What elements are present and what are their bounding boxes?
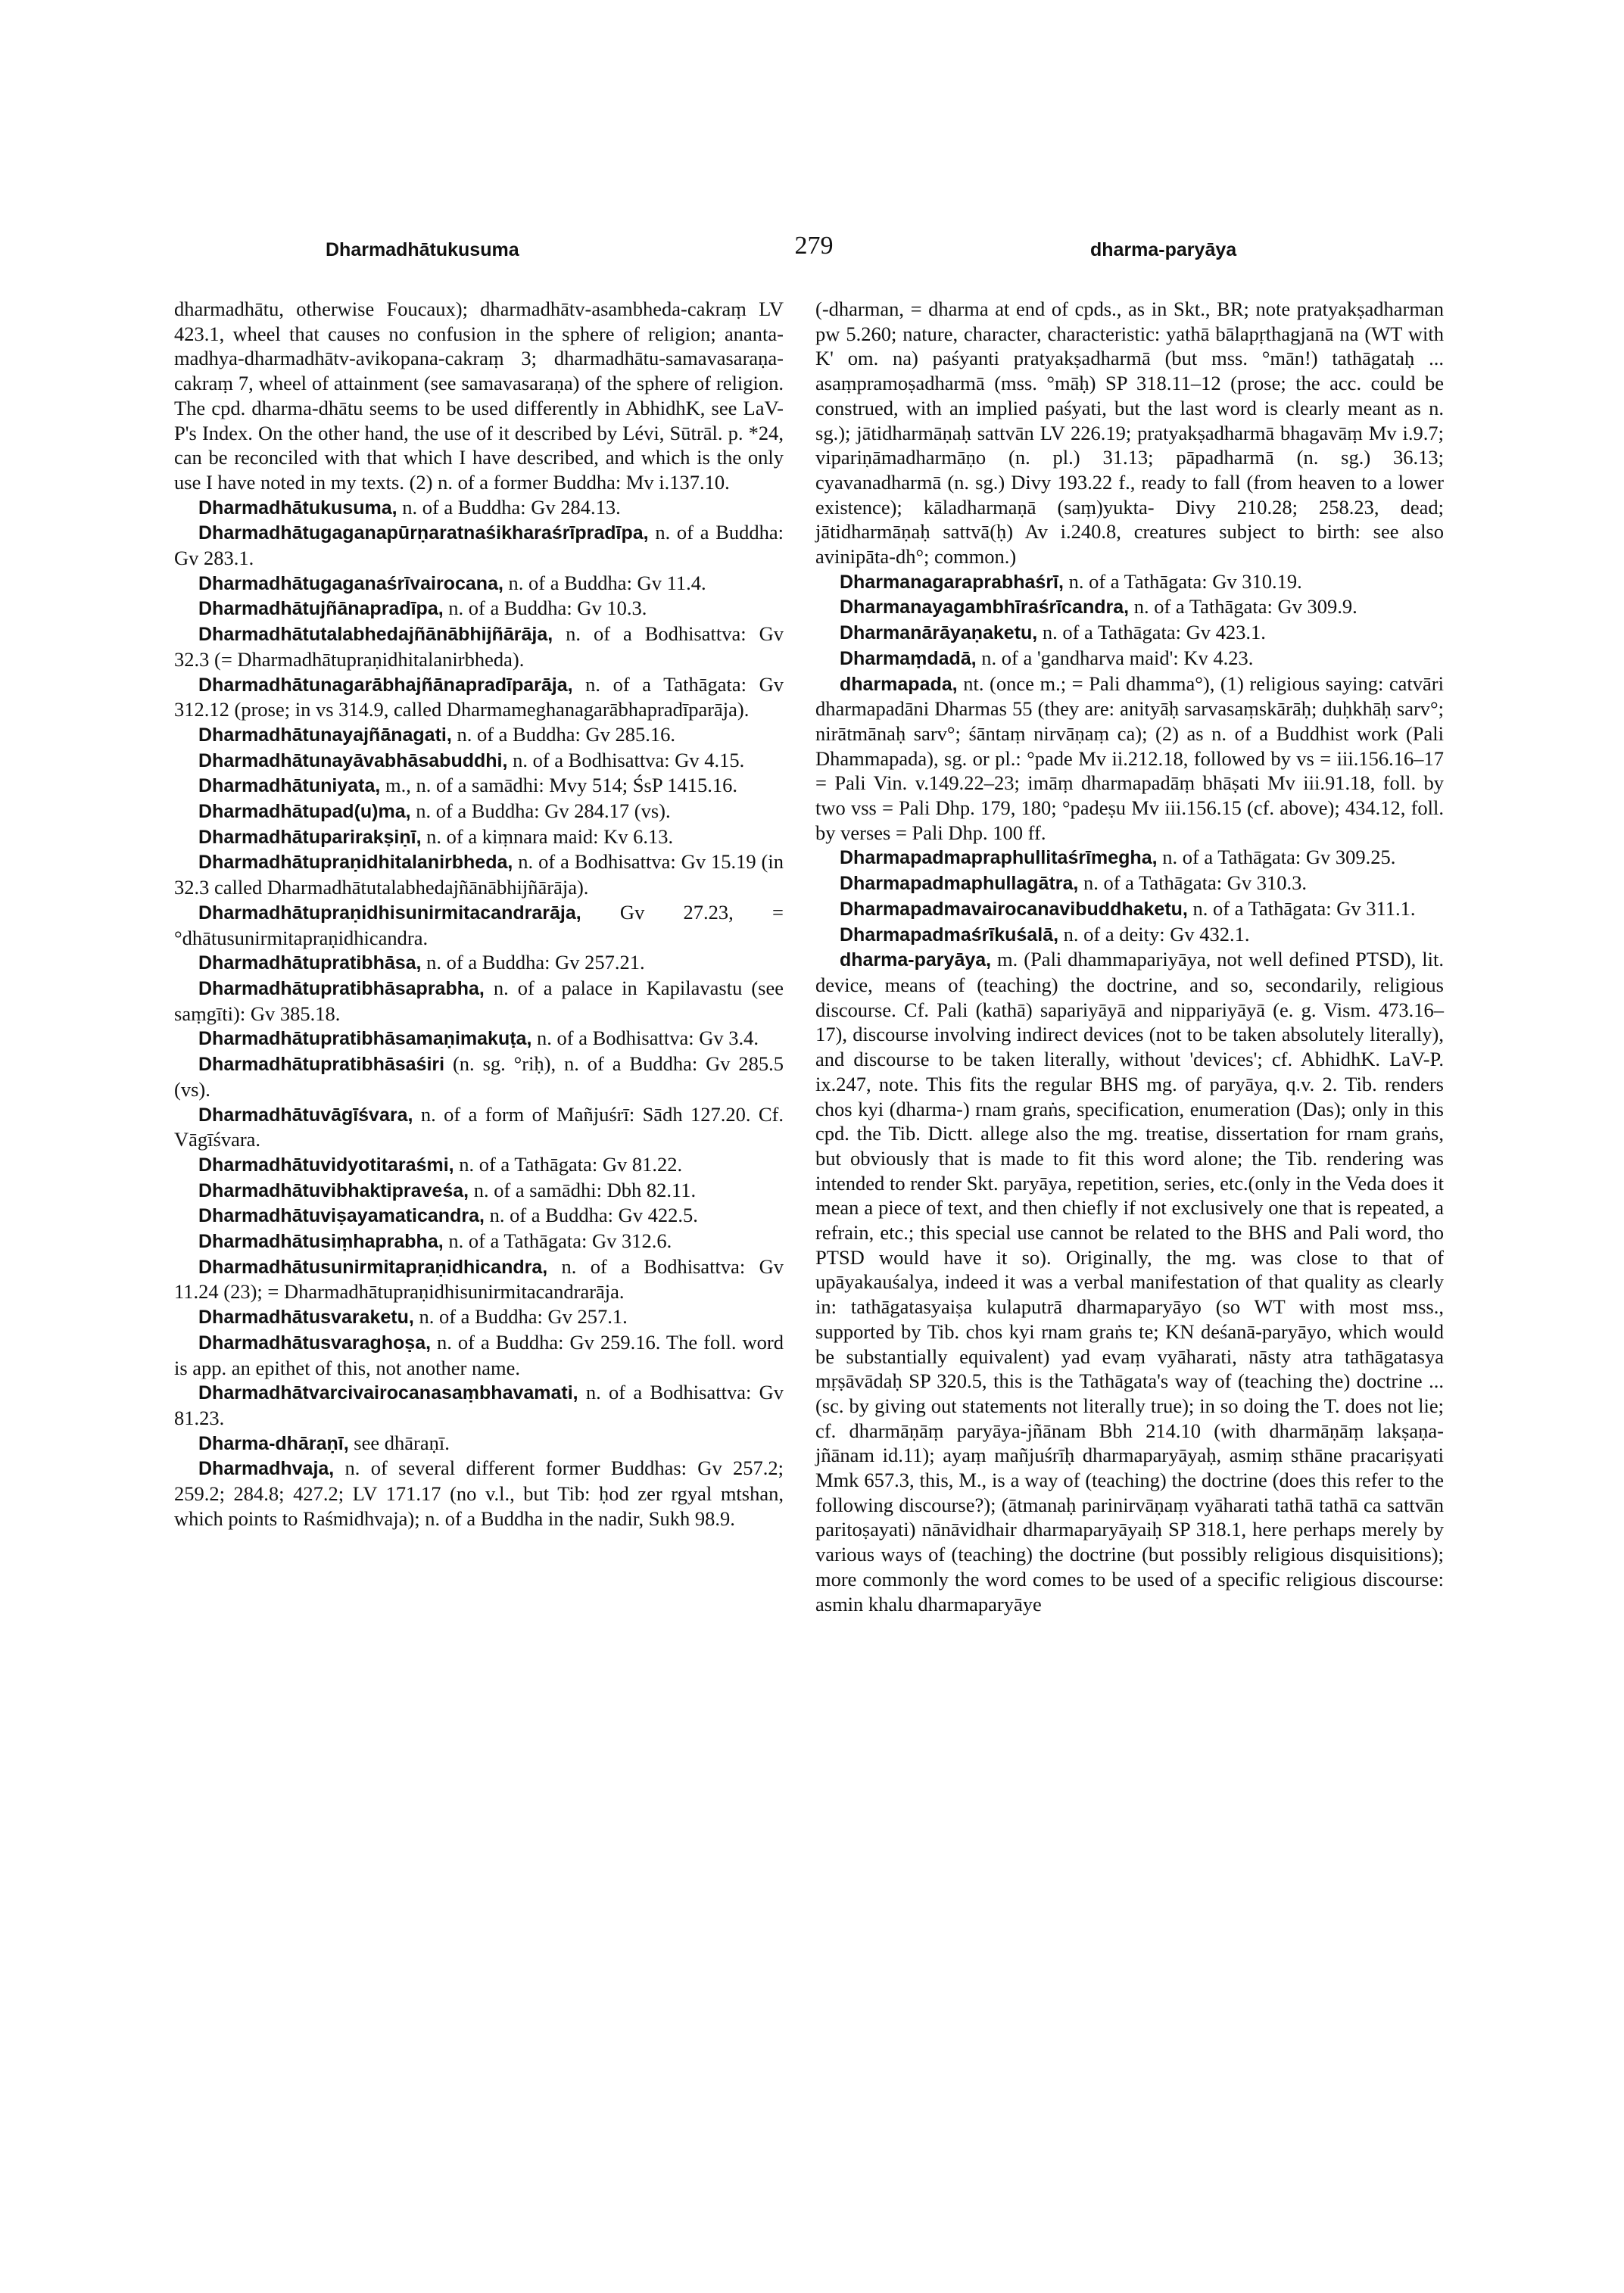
- dictionary-entry: [174, 1330, 784, 1380]
- dictionary-entry: [174, 495, 784, 521]
- entry-headword: Dharmapadmapraphullitaśrīmegha,: [840, 847, 1158, 869]
- dictionary-entry: [174, 1152, 784, 1178]
- dictionary-entry: [174, 297, 784, 495]
- entry-text: n. of a Buddha: Gv 422.5.: [484, 1204, 698, 1227]
- entry-text: n. of a 'gandharva maid': Kv 4.23.: [976, 646, 1254, 669]
- entry-headword: Dharmadhātunagarābhajñānapradīparāja,: [198, 674, 573, 696]
- entry-headword: Dharmaṃdadā,: [840, 647, 977, 669]
- entry-text: n. of a palace in Kapilavastu (see saṃgīti): Gv 385.18.: [174, 976, 784, 1025]
- dictionary-entry: [174, 1026, 784, 1051]
- dictionary-entry: [174, 672, 784, 722]
- entry-text: n. of a Buddha: Gv 259.16. The foll. word is app. an epithet of this, not another name.: [174, 1330, 784, 1379]
- dictionary-entry: [174, 1254, 784, 1304]
- running-header: [0, 232, 1624, 277]
- entry-text: n. of a Tathāgata: Gv 312.6.: [443, 1229, 672, 1253]
- entry-text: n. of a Buddha: Gv 10.3.: [443, 597, 647, 620]
- entry-text: n. of a Tathāgata: Gv 310.3.: [1078, 871, 1307, 895]
- entry-text: n. of a Buddha: Gv 11.4.: [503, 571, 706, 594]
- entry-text: n. of a Buddha: Gv 285.16.: [451, 722, 675, 746]
- entry-text: n. of several different former Buddhas: Gv 257.2; 259.2; 284.8; 427.2; LV 171.17 (no v.l., but Tib: ḥod zer rgyal mtshan, which points to Raśmidhvaja); n. of a Buddha in the nadir, Sukh 98.9.: [174, 1456, 784, 1530]
- entry-headword: dharma-paryāya,: [840, 949, 992, 971]
- entry-text: (n. sg. °riḥ), n. of a Buddha: Gv 285.5 (vs).: [174, 1052, 784, 1101]
- entry-headword: Dharmanagaraprabhaśrī,: [840, 571, 1064, 593]
- entry-headword: Dharmadhātugaganaśrīvairocana,: [198, 572, 503, 594]
- entry-headword: Dharmadhātuviṣayamaticandra,: [198, 1205, 485, 1227]
- dictionary-entry: [815, 620, 1444, 646]
- header-last-entry: dharma-paryāya: [1090, 239, 1237, 260]
- entry-text: n. of a form of Mañjuśrī: Sādh 127.20. Cf. Vāgīśvara.: [174, 1102, 784, 1151]
- entry-text: n. of a Tathāgata: Gv 310.19.: [1063, 569, 1302, 593]
- entry-text: n. of a Bodhisattva: Gv 4.15.: [507, 748, 745, 771]
- entry-text: n. of a Bodhisattva: Gv 11.24 (23); = Dharmadhātupraṇidhisunirmitacandrarāja.: [174, 1254, 784, 1304]
- dictionary-entry: [174, 1380, 784, 1430]
- entry-text: Gv 27.23, = °dhātusunirmitapraṇidhicandra.: [174, 900, 784, 949]
- entry-headword: Dharmadhātupratibhāsaśiri: [198, 1054, 445, 1076]
- dictionary-entry: [815, 671, 1444, 846]
- entry-text: n. of a samādhi: Dbh 82.11.: [469, 1178, 697, 1201]
- dictionary-entry: [174, 622, 784, 671]
- dictionary-entry: [174, 1229, 784, 1254]
- entry-headword: Dharmadhātupad(u)ma,: [198, 801, 411, 823]
- entry-headword: Dharma-dhāraṇī,: [198, 1432, 349, 1454]
- entry-text: n. of a Tathāgata: Gv 309.9.: [1129, 595, 1357, 618]
- entry-headword: Dharmapadmaphullagātra,: [840, 873, 1079, 895]
- dictionary-entry: [815, 922, 1444, 948]
- dictionary-entry: [174, 1203, 784, 1229]
- entry-text: n. of a Tathāgata: Gv 312.12 (prose; in vs 314.9, called Dharmameghanagarābhapradīparāja).: [174, 672, 784, 721]
- entry-text: n. of a Tathāgata: Gv 81.22.: [454, 1152, 683, 1176]
- dictionary-entry: [815, 896, 1444, 922]
- entry-headword: Dharmadhātupraṇidhisunirmitacandrarāja,: [198, 902, 581, 924]
- entry-headword: Dharmadhātupratibhāsaprabha,: [198, 977, 485, 999]
- entry-text: nt. (once m.; = Pali dhamma°), (1) religious saying: catvāri dharmapadāni Dharmas 55 (they are: anityāḥ sarvasaṃskārāḥ; duḥkhāḥ sarv°; nirātmānaḥ sarv°; śāntaṃ nirvāṇaṃ ca); (2) as n. of a Buddhist work (Pali Dhammapada), sg. or pl.: °pade Mv ii.212.18, followed by vs = iii.156.16–17 = Pali Vin. v.149.22–23; imāṃ dharmapadāṃ bhāṣati Mv iii.91.18, foll. by two vss = Pali Dhp. 179, 180; °padeṣu Mv iii.156.15 (cf. above); 434.12, foll. by verses = Pali Dhp. 100 ff.: [815, 671, 1444, 844]
- dictionary-entry: [174, 1456, 784, 1531]
- entry-text: m., n. of a samādhi: Mvy 514; ŚsP 1415.16.: [380, 774, 737, 797]
- entry-headword: Dharmadhātuvibhaktipraveśa,: [198, 1179, 469, 1201]
- entry-text: n. of a kiṃnara maid: Kv 6.13.: [421, 824, 674, 848]
- entry-text: n. of a Bodhisattva: Gv 3.4.: [531, 1027, 759, 1050]
- dictionary-entry: [174, 773, 784, 799]
- header-first-entry: Dharmadhātukusuma: [326, 239, 519, 260]
- entry-headword: Dharmadhātukusuma,: [198, 497, 397, 519]
- entry-headword: Dharmadhātuniyata,: [198, 775, 381, 797]
- entry-text: (-dharman, = dharma at end of cpds., as in Skt., BR; note pratyakṣadharman pw 5.260; nature, character, characteristic: yathā bālapṛthagjanā na (WT with K' om. na) paśyanti pratyakṣadharmā (but mss. °mān!) tathāgataḥ ... asaṃpramoṣadharmā (mss. °māḥ) SP 318.11–12 (prose; the acc. could be construed, with an implied paśyati, but the last word is clearly meant as n. sg.); jātidharmāṇaḥ sattvān LV 226.19; pratyakṣadharmā bhagavāṃ Mv i.9.7; vipariṇāmadharmāṇo (n. pl.) 31.13; pāpadharmā (n. sg.) 36.13; cyavanadharmā (n. sg.) Divy 193.22 f., ready to fall (from heaven to a lower existence); kāladharmaṇā (saṃ)yukta- Divy 210.28; 258.23, dead; jātidharmāṇaḥ sattvā(ḥ) Av i.240.8, creatures subject to birth: see also avinipāta-dh°; common.): [815, 298, 1444, 569]
- dictionary-entry: [174, 722, 784, 748]
- dictionary-entry: [174, 520, 784, 570]
- entry-headword: Dharmadhvaja,: [198, 1458, 335, 1480]
- entry-text: n. of a Buddha: Gv 257.1.: [413, 1305, 628, 1329]
- entry-headword: Dharmadhātunayajñānagati,: [198, 724, 452, 746]
- entry-headword: Dharmadhātunayāvabhāsabuddhi,: [198, 749, 508, 771]
- entry-headword: Dharmadhātuparirakṣiṇī,: [198, 826, 422, 848]
- entry-headword: Dharmadhātvarcivairocanasaṃbhavamati,: [198, 1382, 578, 1404]
- dictionary-entry: [815, 569, 1444, 595]
- entry-text: n. of a Buddha: Gv 284.17 (vs).: [410, 799, 671, 823]
- entry-headword: Dharmadhātusunirmitapraṇidhicandra,: [198, 1256, 548, 1278]
- entry-text: n. of a Buddha: Gv 284.13.: [397, 495, 621, 519]
- dictionary-entry: [174, 950, 784, 976]
- dictionary-entry: [174, 900, 784, 950]
- entry-text: dharmadhātu, otherwise Foucaux); dharmadhātv-asambheda-cakraṃ LV 423.1, wheel that causes no confusion in the sphere of religion; ananta-madhya-dharmadhātv-avikopana-cakraṃ 3; dharmadhātu-samavasaraṇa-cakraṃ 7, wheel of attainment (see samavasaraṇa) of the sphere of religion. The cpd. dharma-dhātu seems to be used differently in AbhidhK, see LaV-P's Index. On the other hand, the use of it described by Lévi, Sūtrāl. p. *24, can be reconciled with that which I have described, and which is the only use I have noted in my texts. (2) n. of a former Buddha: Mv i.137.10.: [174, 298, 784, 494]
- dictionary-entry: [815, 845, 1444, 871]
- entry-headword: Dharmanārāyaṇaketu,: [840, 622, 1038, 644]
- dictionary-entry: [174, 799, 784, 824]
- entry-text: n. of a deity: Gv 432.1.: [1058, 922, 1250, 946]
- dictionary-entry: [174, 1051, 784, 1101]
- entry-text: n. of a Tathāgata: Gv 311.1.: [1187, 896, 1416, 920]
- entry-text: n. of a Buddha: Gv 283.1.: [174, 521, 784, 570]
- entry-headword: dharmapada,: [840, 673, 958, 695]
- dictionary-entry: [815, 947, 1444, 1616]
- entry-headword: Dharmadhātupratibhāsa,: [198, 952, 422, 974]
- dictionary-entry: [174, 596, 784, 622]
- entry-text: n. of a Bodhisattva: Gv 15.19 (in 32.3 called Dharmadhātutalabhedajñānābhijñārāja).: [174, 850, 784, 899]
- entry-headword: Dharmadhātusvaraghoṣa,: [198, 1332, 432, 1354]
- dictionary-entry: [174, 1304, 784, 1330]
- dictionary-entry: [174, 976, 784, 1026]
- entry-text: n. of a Bodhisattva: Gv 32.3 (= Dharmadhātupraṇidhitalanirbheda).: [174, 622, 784, 671]
- dictionary-entry: [815, 297, 1444, 569]
- dictionary-entry: [815, 594, 1444, 620]
- dictionary-entry: [174, 1178, 784, 1204]
- entry-headword: Dharmadhātujñānapradīpa,: [198, 598, 444, 620]
- dictionary-entry: [815, 646, 1444, 671]
- entry-text: m. (Pali dhammapariyāya, not well defined PTSD), lit. device, means of (teaching) the doctrine, and so, secondarily, religious discourse. Cf. Pali (kathā) sapariyāyā and nippariyāyā (e. g. Vism. 473.16–17), discourse involving indirect devices (not to be taken absolutely literally), and discourse to be taken literally, without 'devices'; cf. AbhidhK. LaV-P. ix.247, note. This fits the regular BHS mg. of paryāya, q.v. 2. Tib. renders chos kyi (dharma-) rnam graṅs, specification, enumeration (Das); only in this cpd. the Tib. Dictt. allege also the mg. treatise, dissertation for rnam graṅs, but obviously that is made to fit this word alone; the Tib. rendering was intended to render Skt. paryāya, repetition, series, etc.(only in the Veda does it mean a piece of text, and then chiefly if not exclusively one that is repeated, a refrain, etc.; this special use cannot be related to the BHS and Pali word, tho PTSD would have it so). Originally, the mg. was close to that of upāyakauśalya, indeed it was a verbal manifestation of that quality as clearly in: tathāgatasyaiṣa kulaputrā dharmaparyāyo (so WT with most mss., supported by Tib. chos kyi rnam graṅs te; KN deśanā-paryāyo, which would be substantially equivalent) yad evaṃ vyāharati, nāsty atra tathāgatasya mṛṣāvādaḥ SP 320.5, this is the Tathāgata's way of (teaching the) doctrine ... (sc. by giving out statements not literally true); in so doing the T. does not lie; cf. dharmāṇāṃ paryāya-jñānam Bbh 214.10 (with dharmāṇāṃ lakṣaṇa-jñānam id.11); ayaṃ mañjuśrīḥ dharmaparyāyaḥ, asmiṃ sthāne pracariṣyati Mmk 657.3, this, M., is a way of (teaching) the doctrine (does this refer to the following discourse?); (ātmanaḥ parinirvāṇaṃ vyāharati tathā tathā ca sattvān paritoṣayati) nānāvidhair dharmaparyāyaiḥ SP 318.1, here perhaps merely by various ways of (teaching) the doctrine (but possibly religious disquisitions); more commonly the word comes to be used of a specific religious discourse: asmin khalu dharmaparyāye: [815, 948, 1444, 1615]
- dictionary-entry: [174, 824, 784, 850]
- right-column: [815, 297, 1444, 1616]
- entry-text: n. of a Tathāgata: Gv 423.1.: [1037, 621, 1266, 644]
- page-number: 279: [794, 232, 834, 260]
- entry-text: n. of a Buddha: Gv 257.21.: [421, 951, 645, 974]
- entry-text: n. of a Tathāgata: Gv 309.25.: [1157, 846, 1396, 869]
- entry-headword: Dharmadhātutalabhedajñānābhijñārāja,: [198, 624, 553, 646]
- entry-headword: Dharmadhātusiṃhaprabha,: [198, 1231, 444, 1253]
- entry-headword: Dharmadhātugaganapūrṇaratnaśikharaśrīpradīpa,: [198, 522, 649, 544]
- dictionary-entry: [174, 1102, 784, 1152]
- dictionary-entry: [815, 871, 1444, 896]
- entry-headword: Dharmapadmavairocanavibuddhaketu,: [840, 898, 1188, 920]
- entry-headword: Dharmadhātuvāgīśvara,: [198, 1104, 413, 1126]
- entry-headword: Dharmadhātupraṇidhitalanirbheda,: [198, 852, 513, 874]
- dictionary-entry: [174, 849, 784, 899]
- dictionary-entry: [174, 1431, 784, 1456]
- entry-headword: Dharmadhātusvaraketu,: [198, 1307, 414, 1329]
- dictionary-entry: [174, 748, 784, 774]
- entry-headword: Dharmanayagambhīraśrīcandra,: [840, 597, 1130, 618]
- entry-text: n. of a Bodhisattva: Gv 81.23.: [174, 1381, 784, 1429]
- entry-headword: Dharmadhātupratibhāsamaṇimakuṭa,: [198, 1028, 532, 1050]
- entry-text: see dhāraṇī.: [348, 1431, 450, 1454]
- entry-headword: Dharmadhātuvidyotitaraśmi,: [198, 1154, 454, 1176]
- dictionary-entry: [174, 571, 784, 597]
- left-column: [174, 297, 784, 1531]
- entry-headword: Dharmapadmaśrīkuśalā,: [840, 924, 1059, 946]
